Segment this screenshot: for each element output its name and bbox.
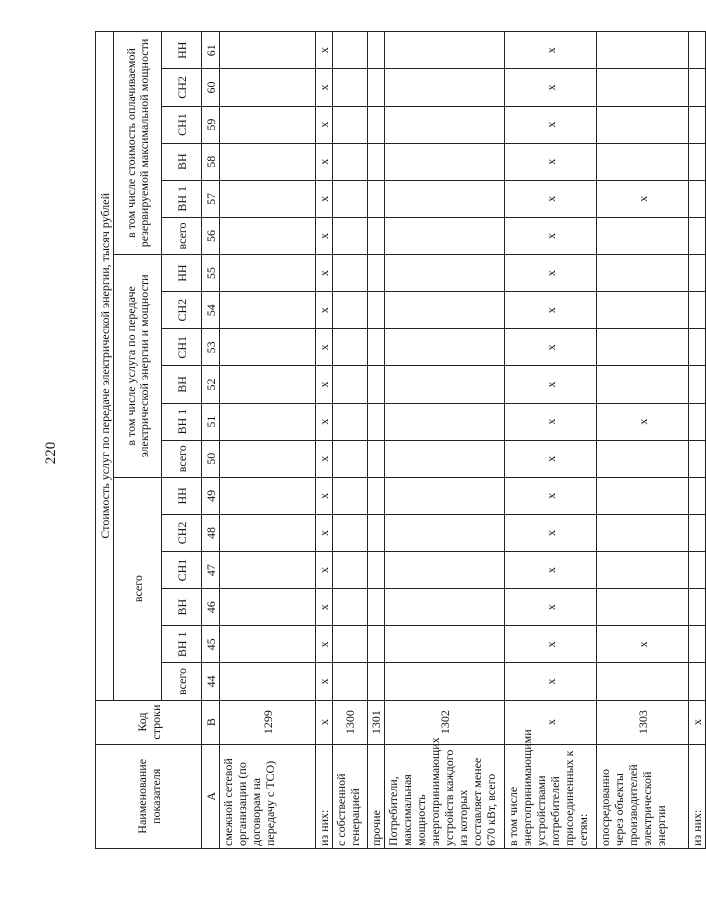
data-cell (220, 477, 316, 514)
data-cell: x (316, 589, 333, 626)
data-cell: x (316, 477, 333, 514)
data-cell (333, 589, 368, 626)
data-cell: x (316, 180, 333, 217)
data-cell: x (316, 552, 333, 589)
subheader-cell: СН2 (162, 292, 202, 329)
data-cell (220, 403, 316, 440)
data-cell: x (505, 552, 597, 589)
data-cell: x (597, 403, 689, 440)
data-cell (220, 106, 316, 143)
data-cell (333, 514, 368, 551)
column-number-row (202, 32, 220, 849)
data-cell: x (505, 403, 597, 440)
data-cell (597, 552, 689, 589)
data-cell: x (505, 477, 597, 514)
data-cell (689, 69, 706, 106)
data-cell (333, 217, 368, 254)
data-cell (368, 217, 385, 254)
data-cell (220, 329, 316, 366)
data-cell (333, 32, 368, 69)
subheader-cell: СН1 (162, 329, 202, 366)
data-cell (385, 663, 505, 700)
data-cell (597, 663, 689, 700)
data-cell: x (505, 329, 597, 366)
data-cell: x (505, 626, 597, 663)
column-number: 58 (202, 143, 220, 180)
data-cell (689, 552, 706, 589)
data-cell (689, 514, 706, 551)
data-cell (689, 440, 706, 477)
data-cell: x (505, 106, 597, 143)
data-cell (597, 255, 689, 292)
data-cell (689, 292, 706, 329)
table-body (96, 32, 706, 849)
data-cell (385, 32, 505, 69)
data-cell (220, 626, 316, 663)
row-code: x (316, 700, 333, 744)
data-cell (368, 403, 385, 440)
data-cell (597, 329, 689, 366)
data-cell (333, 440, 368, 477)
data-cell: x (597, 180, 689, 217)
data-cell (368, 329, 385, 366)
data-cell (220, 552, 316, 589)
data-cell (220, 366, 316, 403)
data-cell: x (505, 366, 597, 403)
data-cell: x (505, 217, 597, 254)
column-number: 56 (202, 217, 220, 254)
data-cell (220, 255, 316, 292)
subheader-cell: ВН 1 (162, 180, 202, 217)
data-cell: x (316, 292, 333, 329)
column-number: 57 (202, 180, 220, 217)
data-cell (333, 329, 368, 366)
colnum-name: А (202, 744, 220, 848)
data-cell: x (597, 626, 689, 663)
data-cell: x (505, 440, 597, 477)
subheader-cell: СН1 (162, 106, 202, 143)
table-row (316, 32, 333, 849)
column-number: 55 (202, 255, 220, 292)
subheader-cell: СН2 (162, 69, 202, 106)
data-cell (333, 477, 368, 514)
data-cell (333, 663, 368, 700)
subheader-cell: ВН (162, 589, 202, 626)
subheader-cell: всего (162, 440, 202, 477)
subheader-cell: всего (162, 663, 202, 700)
data-cell: x (505, 292, 597, 329)
data-cell: x (316, 329, 333, 366)
code-header: Код строки (96, 700, 202, 744)
data-cell (220, 69, 316, 106)
data-cell (385, 217, 505, 254)
data-cell: x (316, 663, 333, 700)
cost-group-header: Стоимость услуг по передаче электрической энергии, тысяч рублей (96, 32, 114, 701)
data-cell (597, 143, 689, 180)
column-number: 53 (202, 329, 220, 366)
data-cell (368, 143, 385, 180)
table-row (689, 32, 706, 849)
data-cell (220, 514, 316, 551)
row-name: из них: (316, 744, 333, 848)
row-name: прочие (368, 744, 385, 848)
column-number: 44 (202, 663, 220, 700)
data-cell (597, 217, 689, 254)
data-cell (597, 32, 689, 69)
data-cell: x (316, 32, 333, 69)
data-cell (220, 589, 316, 626)
data-cell: x (505, 69, 597, 106)
data-cell: x (505, 32, 597, 69)
row-code: 1303 (597, 700, 689, 744)
column-number: 60 (202, 69, 220, 106)
data-cell (689, 663, 706, 700)
data-cell (333, 403, 368, 440)
column-number: 45 (202, 626, 220, 663)
row-code: x (505, 700, 597, 744)
data-cell (220, 663, 316, 700)
data-cell (385, 69, 505, 106)
data-cell (689, 180, 706, 217)
data-cell (689, 626, 706, 663)
row-code: x (689, 700, 706, 744)
data-cell (385, 440, 505, 477)
data-cell: x (505, 255, 597, 292)
cost-table (95, 31, 706, 849)
data-cell (597, 440, 689, 477)
data-cell (385, 589, 505, 626)
column-number: 61 (202, 32, 220, 69)
column-number: 59 (202, 106, 220, 143)
data-cell (368, 663, 385, 700)
data-cell: x (316, 143, 333, 180)
data-cell: x (505, 663, 597, 700)
column-number: 46 (202, 589, 220, 626)
subheader-cell: НН (162, 32, 202, 69)
data-cell (333, 180, 368, 217)
subheader-cell: НН (162, 477, 202, 514)
row-code: 1300 (333, 700, 368, 744)
subheader-cell: СН1 (162, 552, 202, 589)
data-cell (689, 477, 706, 514)
data-cell (385, 180, 505, 217)
name-header: Наименование показателя (96, 744, 202, 848)
data-cell: x (505, 589, 597, 626)
total-group-header: всего (114, 477, 162, 700)
row-name: в том числе энергопринимающими устройствами потребителей присоединенных к сетям: (505, 744, 597, 848)
data-cell (597, 366, 689, 403)
row-code: 1302 (385, 700, 505, 744)
row-name: опосредованно через объекты производителей электрической энергии (597, 744, 689, 848)
data-cell (368, 255, 385, 292)
header-row-1 (96, 32, 114, 849)
data-cell: x (505, 180, 597, 217)
data-cell (368, 477, 385, 514)
data-cell (220, 440, 316, 477)
row-name: из них: (689, 744, 706, 848)
data-cell (368, 292, 385, 329)
data-cell: x (316, 403, 333, 440)
data-cell (220, 143, 316, 180)
page-number: 220 (43, 441, 59, 465)
data-cell (689, 255, 706, 292)
table-row (597, 32, 689, 849)
data-cell (689, 217, 706, 254)
column-number: 52 (202, 366, 220, 403)
data-cell (220, 217, 316, 254)
data-cell: x (505, 143, 597, 180)
data-cell (689, 329, 706, 366)
data-cell: x (316, 255, 333, 292)
data-cell (385, 106, 505, 143)
row-code: 1301 (368, 700, 385, 744)
data-cell (368, 366, 385, 403)
data-cell (333, 143, 368, 180)
data-cell (689, 32, 706, 69)
transfer-group-header: в том числе услуга по передаче электрической энергии и мощности (114, 255, 162, 478)
subheader-cell: ВН (162, 366, 202, 403)
row-code: 1299 (220, 700, 316, 744)
subheader-cell: ВН 1 (162, 403, 202, 440)
data-cell (689, 106, 706, 143)
data-cell: x (316, 217, 333, 254)
data-cell (368, 440, 385, 477)
data-cell (368, 69, 385, 106)
data-cell (385, 255, 505, 292)
data-cell: x (316, 514, 333, 551)
data-cell (597, 589, 689, 626)
data-cell: x (505, 514, 597, 551)
data-cell (333, 626, 368, 663)
data-cell (385, 366, 505, 403)
data-cell (385, 329, 505, 366)
table-row (368, 32, 385, 849)
data-cell (385, 552, 505, 589)
column-number: 49 (202, 477, 220, 514)
data-cell (385, 626, 505, 663)
data-cell (333, 106, 368, 143)
data-cell: x (316, 106, 333, 143)
data-cell (597, 477, 689, 514)
data-cell (385, 477, 505, 514)
data-cell (597, 292, 689, 329)
data-cell (220, 180, 316, 217)
subheader-cell: ВН 1 (162, 626, 202, 663)
column-number: 47 (202, 552, 220, 589)
data-cell (368, 514, 385, 551)
data-cell (689, 143, 706, 180)
data-cell (385, 403, 505, 440)
table-row (505, 32, 597, 849)
subheader-cell: СН2 (162, 514, 202, 551)
data-cell (689, 366, 706, 403)
data-cell (333, 69, 368, 106)
column-number: 51 (202, 403, 220, 440)
row-name: с собственной генерацией (333, 744, 368, 848)
colnum-code: В (202, 700, 220, 744)
table-row (333, 32, 368, 849)
data-cell (385, 514, 505, 551)
data-cell (597, 69, 689, 106)
row-name: смежной сетевой организации (по договорам на передачу с ТСО) (220, 744, 316, 848)
data-cell (220, 292, 316, 329)
data-cell (220, 32, 316, 69)
table-row (385, 32, 505, 849)
column-number: 54 (202, 292, 220, 329)
data-cell (368, 552, 385, 589)
data-cell: x (316, 626, 333, 663)
reserve-group-header: в том числе стоимость оплачиваемой резервируемой максимальной мощности (114, 32, 162, 255)
data-cell: x (316, 366, 333, 403)
data-cell (597, 514, 689, 551)
data-cell (333, 292, 368, 329)
column-number: 48 (202, 514, 220, 551)
subheader-cell: НН (162, 255, 202, 292)
row-name: Потребители, максимальная мощность энергопринимающих устройств каждого из которых составляет менее 670 кВт, всего (385, 744, 505, 848)
data-cell (333, 552, 368, 589)
data-cell (333, 255, 368, 292)
data-cell (689, 589, 706, 626)
table-row (220, 32, 316, 849)
data-cell: x (316, 440, 333, 477)
data-cell (368, 180, 385, 217)
data-cell (333, 366, 368, 403)
rotated-page-content (95, 31, 704, 849)
data-cell (689, 403, 706, 440)
data-cell (368, 626, 385, 663)
subheader-cell: ВН (162, 143, 202, 180)
data-cell (368, 32, 385, 69)
column-number: 50 (202, 440, 220, 477)
data-cell (385, 292, 505, 329)
subheader-cell: всего (162, 217, 202, 254)
data-cell (368, 589, 385, 626)
data-cell (368, 106, 385, 143)
data-cell (385, 143, 505, 180)
data-cell (597, 106, 689, 143)
data-cell: x (316, 69, 333, 106)
